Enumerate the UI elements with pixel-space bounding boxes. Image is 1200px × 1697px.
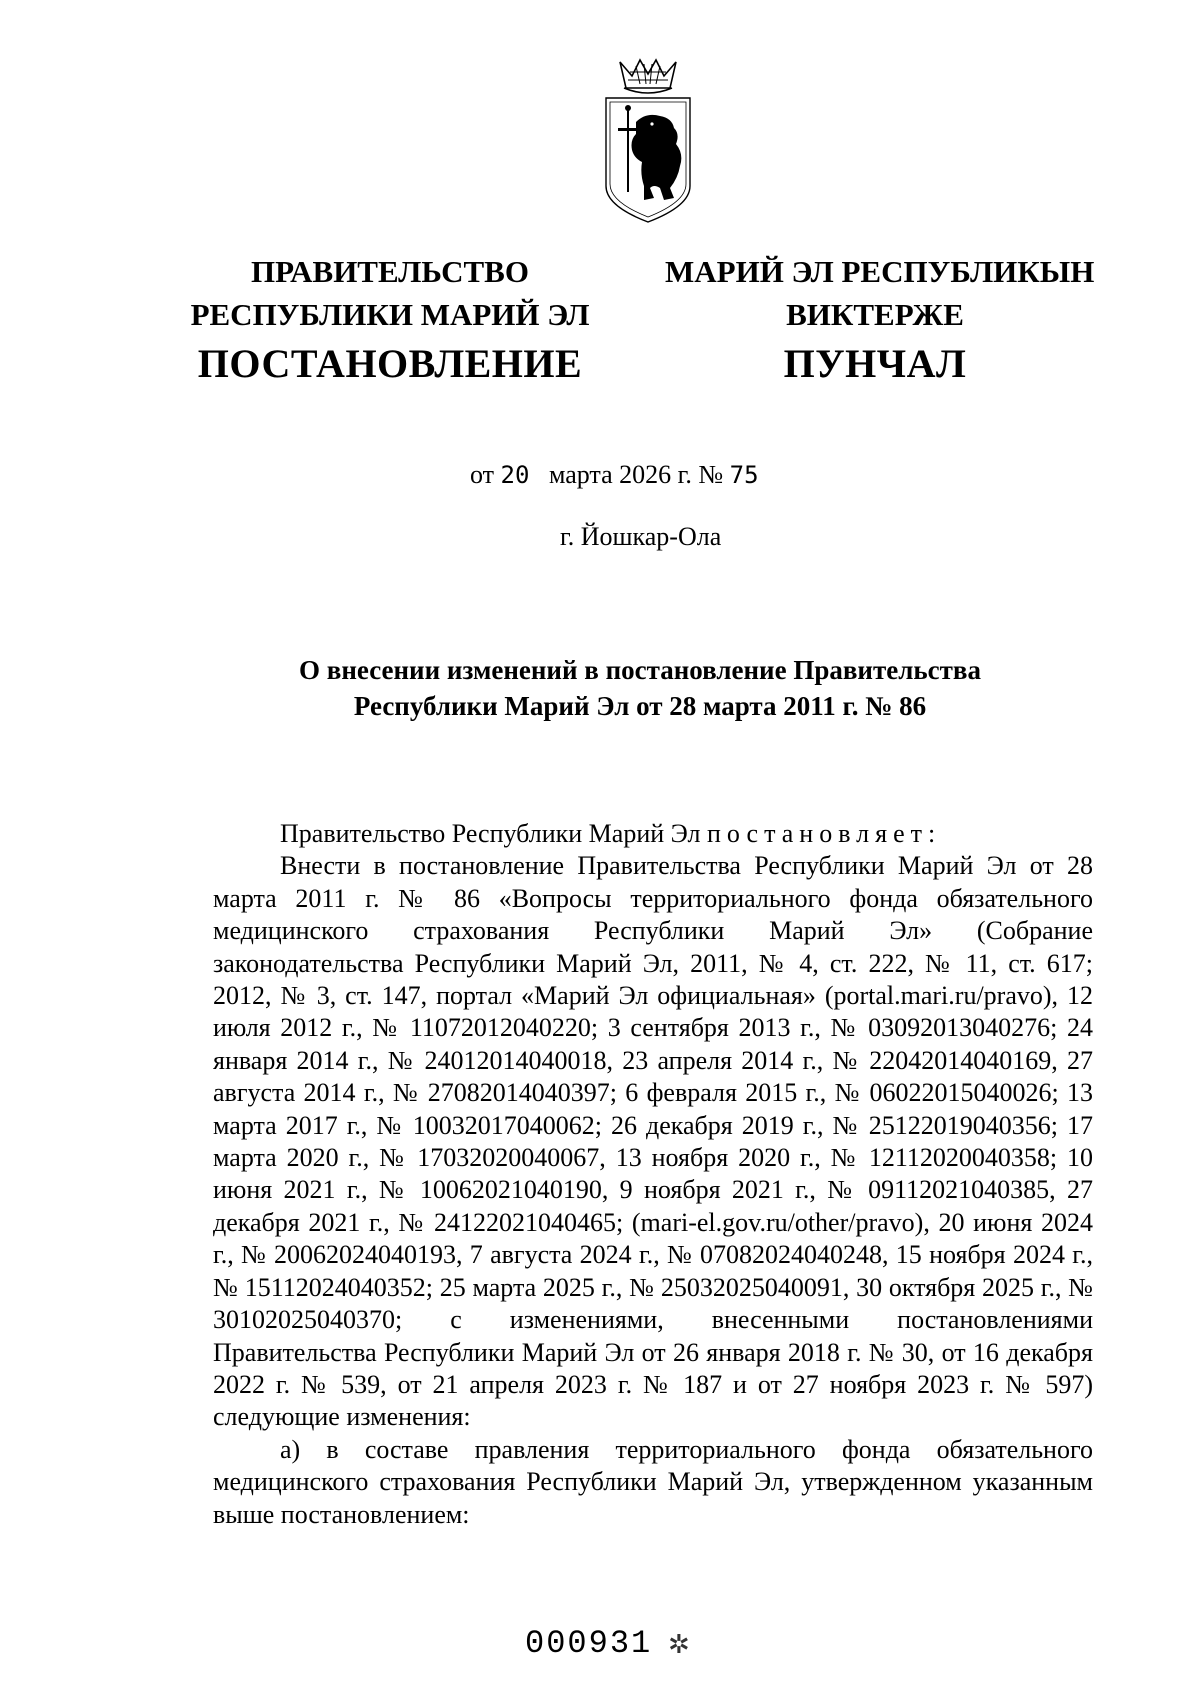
- paragraph-amendment: Внести в постановление Правительства Республики Марий Эл от 28 марта 2011 г. № 86 «Вопросы территориального фонда обязательного медицинского страхования Республики Марий Эл» (Собрание законодательства Республики Марий Эл, 2011, № 4, ст. 222, № 11, ст. 617; 2012, № 3, ст. 147, портал «Марий Эл официальная» (portal.mari.ru/pravo), 12 июля 2012 г., № 11072012040220; 3 сентября 2013 г., № 03092013040276; 24 января 2014 г., № 24012014040018, 23 апреля 2014 г., № 22042014040169, 27 августа 2014 г., № 27082014040397; 6 февраля 2015 г., № 06022015040026; 13 марта 2017 г., № 10032017040062; 26 декабря 2019 г., № 25122019040356; 17 марта 2020 г., № 17032020040067, 13 ноября 2020 г., № 12112020040358; 10 июня 2021 г., № 10062021040190, 9 ноября 2021 г., № 09112021040385, 27 декабря 2021 г., № 24122021040465; (mari-el.gov.ru/other/pravo), 20 июня 2024 г., № 20062024040193, 7 августа 2024 г., № 07082024040248, 15 ноября 2024 г., № 15112024040352; 25 марта 2025 г., № 25032025040091, 30 октября 2025 г., № 30102025040370; с изменениями, внесенными постановлениями Правительства Республики Марий Эл от 26 января 2018 г. № 30, от 16 декабря 2022 г. № 539, от 21 апреля 2023 г. № 187 и от 27 ноября 2023 г. № 597) следующие изменения:: [213, 851, 1093, 1432]
- title-line1: О внесении изменений в постановление Правительства: [299, 655, 981, 685]
- preamble-resolves: постановляет:: [706, 819, 942, 848]
- document-number: 75: [729, 461, 759, 489]
- paragraph-preamble: [213, 818, 1093, 850]
- header-left-line1: ПРАВИТЕЛЬСТВО: [251, 254, 529, 289]
- date-prefix: от: [470, 460, 495, 489]
- preamble-lead: Правительство Республики Марий Эл: [280, 819, 701, 848]
- title-line2: Республики Марий Эл от 28 марта 2011 г. № 86: [353, 691, 927, 721]
- coat-of-arms-icon: [600, 58, 696, 226]
- header-left-act-type: ПОСТАНОВЛЕНИЕ: [197, 341, 583, 386]
- header-right-line1: МАРИЙ ЭЛ РЕСПУБЛИКЫН: [665, 254, 1095, 289]
- header-left-line2: РЕСПУБЛИКИ МАРИЙ ЭЛ: [190, 297, 590, 332]
- date-month-year: марта 2026 г. №: [548, 460, 724, 489]
- form-serial-number: 000931: [525, 1625, 653, 1662]
- header-right: [665, 250, 1095, 388]
- paragraph-item-a: а) в составе правления территориального фонда обязательного медицинского страхования Республики Марий Эл, утвержденном указанным выше постановлением:: [213, 1434, 1093, 1529]
- header-left: [190, 250, 590, 388]
- document-dateline: [470, 460, 759, 490]
- document-body: [213, 818, 1093, 1531]
- date-day: 20: [500, 461, 530, 489]
- document-city: г. Йошкар-Ола: [560, 522, 722, 551]
- asterisk-mark-icon: ✲: [668, 1630, 690, 1659]
- document-title: [190, 652, 1090, 724]
- header-right-line2: ВИКТЕРЖЕ: [786, 297, 964, 332]
- header-right-act-type: ПУНЧАЛ: [783, 341, 967, 386]
